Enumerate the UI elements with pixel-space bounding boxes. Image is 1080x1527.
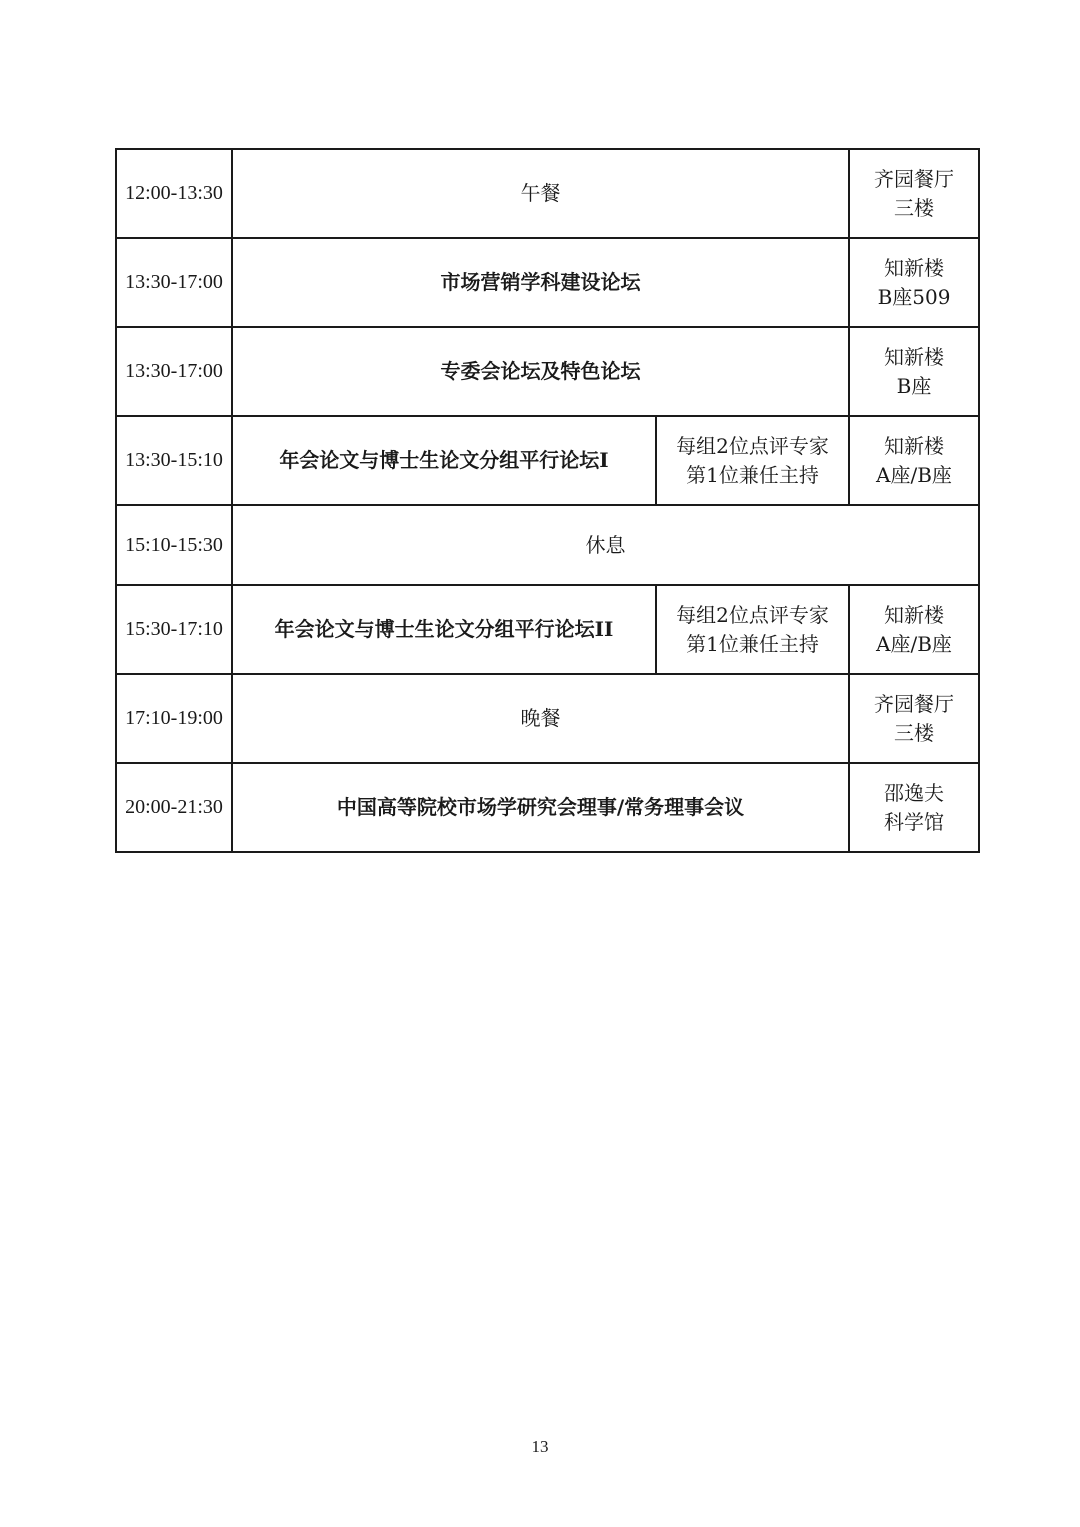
venue-line: A座/B座 bbox=[876, 462, 952, 487]
venue-cell bbox=[849, 327, 979, 416]
table-row bbox=[116, 505, 979, 585]
venue-line: B座509 bbox=[877, 284, 951, 309]
host-line: 每组2位点评专家 bbox=[676, 602, 829, 627]
host-line: 第1位兼任主持 bbox=[686, 462, 819, 487]
host-line: 每组2位点评专家 bbox=[676, 433, 829, 458]
time-cell: 13:30-17:00 bbox=[116, 238, 232, 327]
host-line: 第1位兼任主持 bbox=[686, 631, 819, 656]
venue-cell bbox=[849, 674, 979, 763]
venue-line: 齐园餐厅 bbox=[874, 691, 954, 716]
table-row bbox=[116, 416, 979, 505]
event-cell: 晚餐 bbox=[232, 674, 849, 763]
table-row bbox=[116, 674, 979, 763]
venue-line: 知新楼 bbox=[884, 255, 944, 280]
table-row bbox=[116, 149, 979, 238]
venue-line: 知新楼 bbox=[884, 602, 944, 627]
time-cell: 15:30-17:10 bbox=[116, 585, 232, 674]
table-row bbox=[116, 327, 979, 416]
event-cell: 午餐 bbox=[232, 149, 849, 238]
venue-cell bbox=[849, 416, 979, 505]
event-cell: 专委会论坛及特色论坛 bbox=[232, 327, 849, 416]
venue-line: 知新楼 bbox=[884, 344, 944, 369]
time-cell: 13:30-15:10 bbox=[116, 416, 232, 505]
time-cell: 13:30-17:00 bbox=[116, 327, 232, 416]
event-cell: 年会论文与博士生论文分组平行论坛II bbox=[232, 585, 656, 674]
venue-line: 邵逸夫 bbox=[884, 780, 944, 805]
venue-line: 知新楼 bbox=[884, 433, 944, 458]
host-cell bbox=[656, 585, 849, 674]
time-cell: 17:10-19:00 bbox=[116, 674, 232, 763]
venue-cell bbox=[849, 238, 979, 327]
table-row bbox=[116, 238, 979, 327]
venue-line: 科学馆 bbox=[884, 809, 944, 834]
venue-line: 三楼 bbox=[894, 195, 934, 220]
event-cell: 中国高等院校市场学研究会理事/常务理事会议 bbox=[232, 763, 849, 852]
venue-line: A座/B座 bbox=[876, 631, 952, 656]
time-cell: 12:00-13:30 bbox=[116, 149, 232, 238]
event-cell: 休息 bbox=[232, 505, 979, 585]
venue-line: 三楼 bbox=[894, 720, 934, 745]
venue-cell bbox=[849, 585, 979, 674]
page-number: 13 bbox=[531, 1437, 549, 1456]
table-row bbox=[116, 585, 979, 674]
time-cell: 15:10-15:30 bbox=[116, 505, 232, 585]
event-cell: 市场营销学科建设论坛 bbox=[232, 238, 849, 327]
time-cell: 20:00-21:30 bbox=[116, 763, 232, 852]
host-cell bbox=[656, 416, 849, 505]
table-row bbox=[116, 763, 979, 852]
event-cell: 年会论文与博士生论文分组平行论坛I bbox=[232, 416, 656, 505]
schedule-table bbox=[115, 148, 980, 853]
venue-line: 齐园餐厅 bbox=[874, 166, 954, 191]
venue-cell bbox=[849, 149, 979, 238]
venue-line: B座 bbox=[896, 373, 932, 398]
venue-cell bbox=[849, 763, 979, 852]
